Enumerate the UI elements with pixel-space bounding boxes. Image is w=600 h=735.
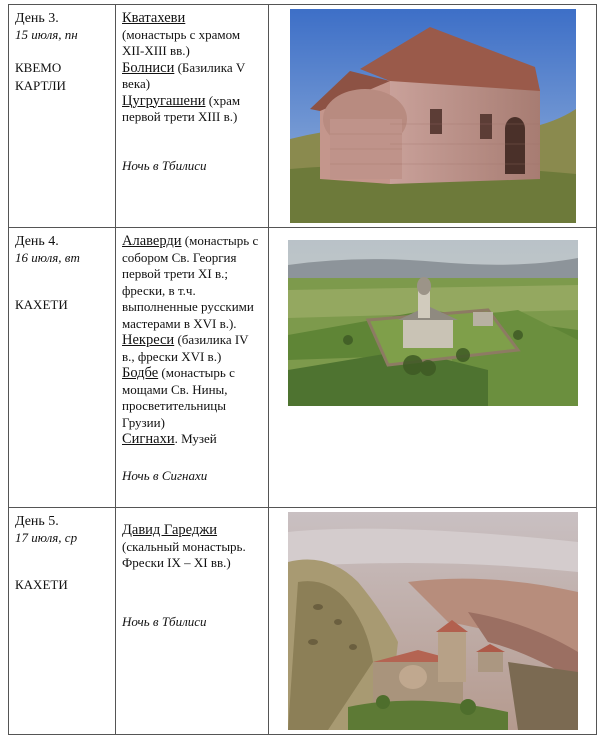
region-name: КВЕМО КАРТЛИ	[15, 60, 66, 93]
site-entry	[122, 93, 264, 126]
night-location: Ночь в Сигнахи	[122, 467, 208, 483]
day-cell	[9, 508, 116, 735]
site-entry	[122, 60, 264, 93]
site-name: Алаверди	[122, 233, 182, 249]
site-description: (базилика IV в., фрески XVI в.)	[122, 332, 249, 364]
photo-cell	[269, 508, 597, 735]
sites-cell	[116, 228, 269, 508]
day-date: 17 июля, ср	[15, 530, 78, 545]
site-name: Болниси	[122, 59, 175, 76]
day-title: День 5.	[15, 514, 59, 529]
alaverdi-monastery-photo	[288, 240, 578, 406]
site-entry	[122, 365, 264, 431]
site-name: Кватахеви	[122, 10, 186, 26]
site-name: Давид Гареджи	[122, 522, 218, 538]
site-entry	[122, 233, 264, 332]
sites-cell	[116, 508, 269, 735]
site-entry	[122, 332, 264, 365]
itinerary-table	[8, 4, 597, 735]
night-location: Ночь в Тбилиси	[122, 613, 207, 629]
day-row	[9, 228, 597, 508]
day-cell	[9, 5, 116, 228]
site-description: . Музей	[174, 431, 217, 446]
day-title: День 3.	[15, 11, 59, 26]
site-description: (монастырь с собором Св. Георгия первой трети XI в.; фрески, в т.ч. выполненные русскими мастерами в XVI в.).	[122, 233, 259, 331]
region-name: КАХЕТИ	[15, 297, 68, 312]
site-name: Сигнахи	[122, 431, 175, 447]
day-title: День 4.	[15, 234, 59, 249]
site-description: (монастырь с храмом XII-XIII вв.)	[122, 26, 241, 58]
day-date: 16 июля, вт	[15, 250, 80, 265]
site-name: Цугругашени	[122, 92, 206, 109]
site-description: (монастырь с мощами Св. Нины, просветительницы Грузии)	[122, 365, 235, 430]
night-location: Ночь в Тбилиси	[122, 157, 207, 173]
photo-cell	[269, 228, 597, 508]
site-description: (скальный монастырь. Фрески IX – XI вв.)	[122, 538, 246, 570]
site-name: Бодбе	[122, 365, 159, 381]
region-name: КАХЕТИ	[15, 577, 68, 592]
day-date: 15 июля, пн	[15, 27, 78, 42]
david-gareja-photo	[288, 512, 578, 730]
site-description: (Базилика V века)	[122, 59, 245, 91]
site-description: (храм первой трети XIII в.)	[122, 92, 241, 124]
site-entry	[122, 431, 264, 448]
site-entry	[122, 10, 264, 60]
photo-cell	[269, 5, 597, 228]
day-row	[9, 508, 597, 735]
site-name: Некреси	[122, 332, 175, 348]
site-entry	[122, 522, 264, 572]
day-row	[9, 5, 597, 228]
day-cell	[9, 228, 116, 508]
sites-cell	[116, 5, 269, 228]
stone-church-photo	[290, 9, 576, 223]
